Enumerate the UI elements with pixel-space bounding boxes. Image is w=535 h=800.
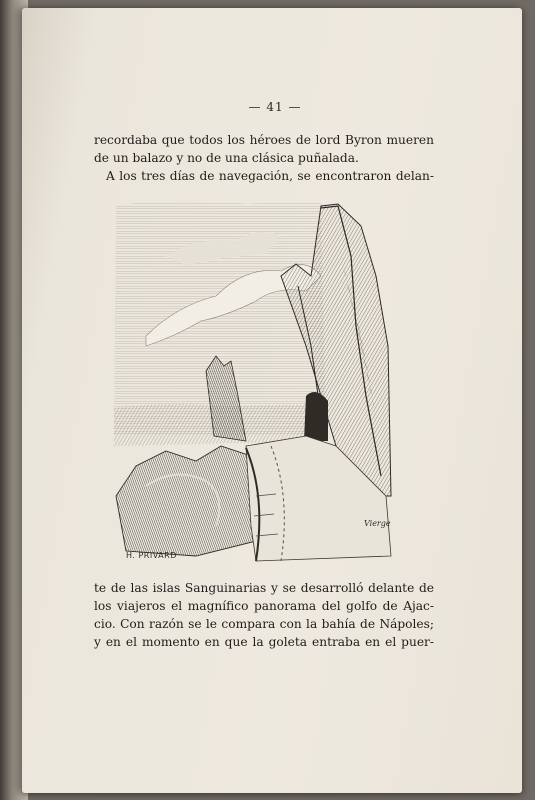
page-number: — 41 — bbox=[248, 100, 302, 114]
text-line: cio. Con razón se le compara con la bahía de Nápoles; bbox=[94, 617, 434, 631]
text-line: recordaba que todos los héroes de lord Byron mueren bbox=[94, 133, 434, 147]
text-line: de un balazo y no de una clásica puñalada. bbox=[94, 151, 359, 165]
paragraph-bottom bbox=[94, 579, 434, 651]
illustration-signature-right: Vierge bbox=[364, 519, 391, 528]
text-line: los viajeros el magnífico panorama del golfo de Ajac- bbox=[94, 599, 434, 613]
text-line: A los tres días de navegación, se encontraron delan- bbox=[106, 169, 434, 183]
text-line: y en el momento en que la goleta entraba en el puer- bbox=[94, 635, 434, 649]
engraving-illustration bbox=[106, 196, 406, 576]
paragraph-top bbox=[94, 131, 434, 185]
text-line: te de las islas Sanguinarias y se desarrolló delante de bbox=[94, 581, 434, 595]
book-page bbox=[22, 8, 522, 793]
illustration-signature-left: H. PRIVARD bbox=[126, 551, 177, 560]
